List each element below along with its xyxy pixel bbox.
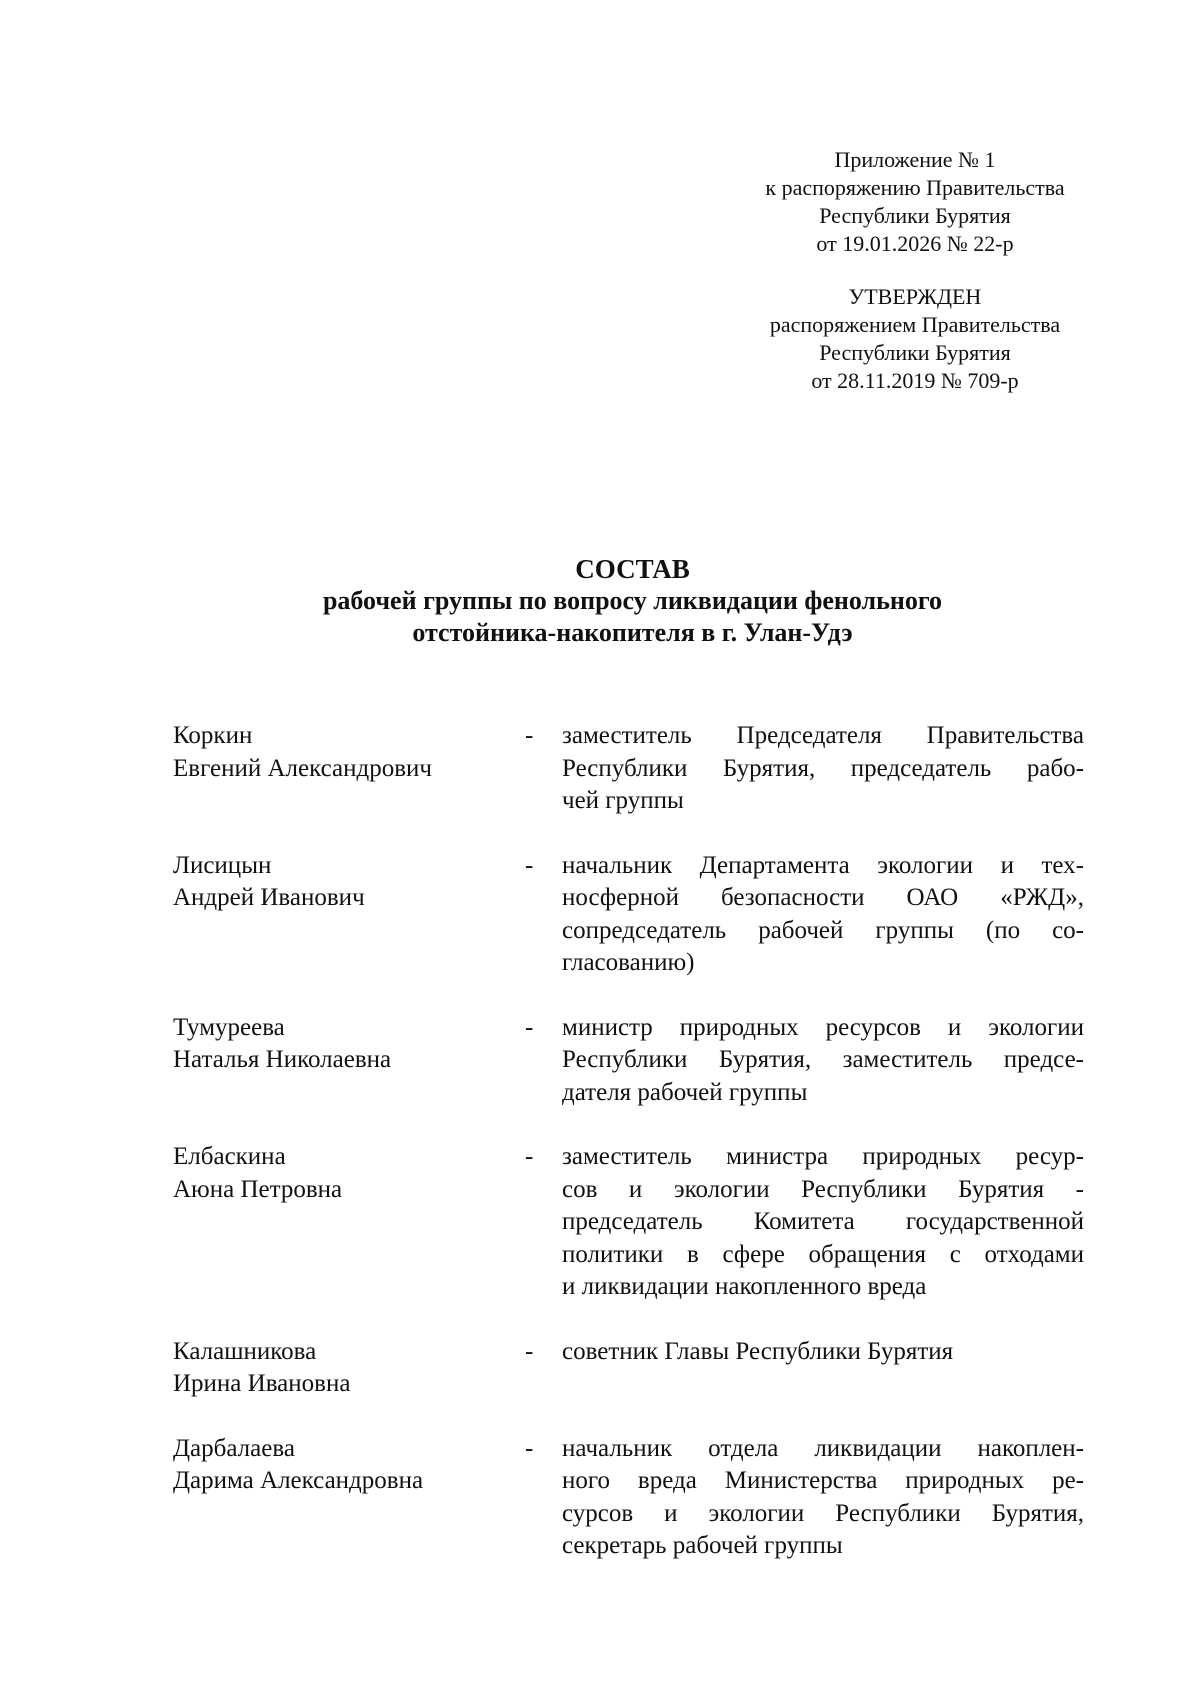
member-role-line: сопредседатель рабочей группы (по со- [562,916,1084,944]
member-role-line: сов и экологии Республики Бурятия - [562,1175,1084,1203]
member-name [173,1433,525,1498]
member-surname: Елбаскина [173,1143,286,1170]
member-given-names: Аюна Петровна [173,1175,343,1203]
approval-line: распоряжением Правительства [769,312,1061,337]
member-given-names: Андрей Иванович [173,884,365,911]
member-surname: Лисицын [173,851,272,879]
annex-header [745,146,1085,258]
member-role [562,1012,1084,1110]
member-role-line: гласованию) [562,949,695,976]
member-role-line: чей группы [562,787,684,814]
members-list [173,720,1085,1563]
member-role-line: начальник Департамента экологии и тех- [562,851,1084,879]
member-surname: Дарбалаева [173,1434,295,1462]
annex-line: Республики Бурятия [819,203,1011,228]
title-subtitle-line: рабочей группы по вопросу ликвидации фенольного [322,586,943,615]
member-name [173,1336,525,1401]
member-role-line: ного вреда Министерства природных ре- [562,1467,1084,1494]
member-dash: - [525,1013,534,1041]
member-role [562,1336,1084,1369]
document-title [0,553,1200,649]
member-surname: Тумуреева [173,1013,285,1041]
member-dash: - [525,1143,534,1170]
member-dash: - [525,1337,534,1365]
title-main: СОСТАВ [575,554,690,584]
annex-line: от 19.01.2026 № 22-р [816,231,1014,256]
member-row [173,1433,1085,1563]
member-role [562,850,1084,980]
member-role [562,720,1084,818]
title-subtitle-line: отстойника-накопителя в г. Улан-Удэ [412,618,853,647]
member-role-line: дателя рабочей группы [562,1078,808,1106]
approval-line: от 28.11.2019 № 709-р [811,368,1019,393]
member-role-line: министр природных ресурсов и экологии [562,1013,1084,1041]
member-role-line: советник Главы Республики Бурятия [562,1337,954,1365]
annex-line: Приложение № 1 [834,147,996,172]
approval-line: УТВЕРЖДЕН [848,284,982,309]
member-row [173,850,1085,980]
annex-line: к распоряжению Правительства [765,175,1065,200]
member-role [562,1141,1084,1304]
member-given-names: Евгений Александрович [173,754,432,782]
member-name [173,1141,525,1206]
member-row [173,1336,1085,1401]
member-row [173,1012,1085,1110]
member-role [562,1433,1084,1563]
member-role-line: политики в сфере обращения с отходами [562,1240,1084,1268]
member-role-line: председатель Комитета государственной [562,1208,1084,1235]
member-role-line: и ликвидации накопленного вреда [562,1273,927,1300]
member-role-line: заместитель Председателя Правительства [562,722,1084,749]
member-role-line: Республики Бурятия, заместитель предсе- [562,1046,1084,1073]
member-dash: - [525,722,534,749]
approval-stamp [745,283,1085,395]
member-name [173,720,525,785]
member-given-names: Дарима Александровна [173,1467,424,1494]
member-dash: - [525,1434,534,1462]
member-name [173,1012,525,1077]
member-surname: Калашникова [173,1337,317,1365]
member-name [173,850,525,915]
approval-line: Республики Бурятия [819,340,1011,365]
member-role-line: секретарь рабочей группы [562,1532,843,1559]
member-role-line: Республики Бурятия, председатель рабо- [562,754,1084,782]
member-role-line: начальник отдела ликвидации накоплен- [562,1434,1084,1462]
member-surname: Коркин [173,722,253,749]
member-role-line: заместитель министра природных ресур- [562,1143,1084,1170]
member-row [173,720,1085,818]
member-dash: - [525,851,534,879]
member-role-line: носферной безопасности ОАО «РЖД», [562,884,1084,911]
member-given-names: Ирина Ивановна [173,1370,351,1397]
member-role-line: сурсов и экологии Республики Бурятия, [562,1499,1084,1527]
member-row [173,1141,1085,1304]
member-given-names: Наталья Николаевна [173,1046,392,1073]
